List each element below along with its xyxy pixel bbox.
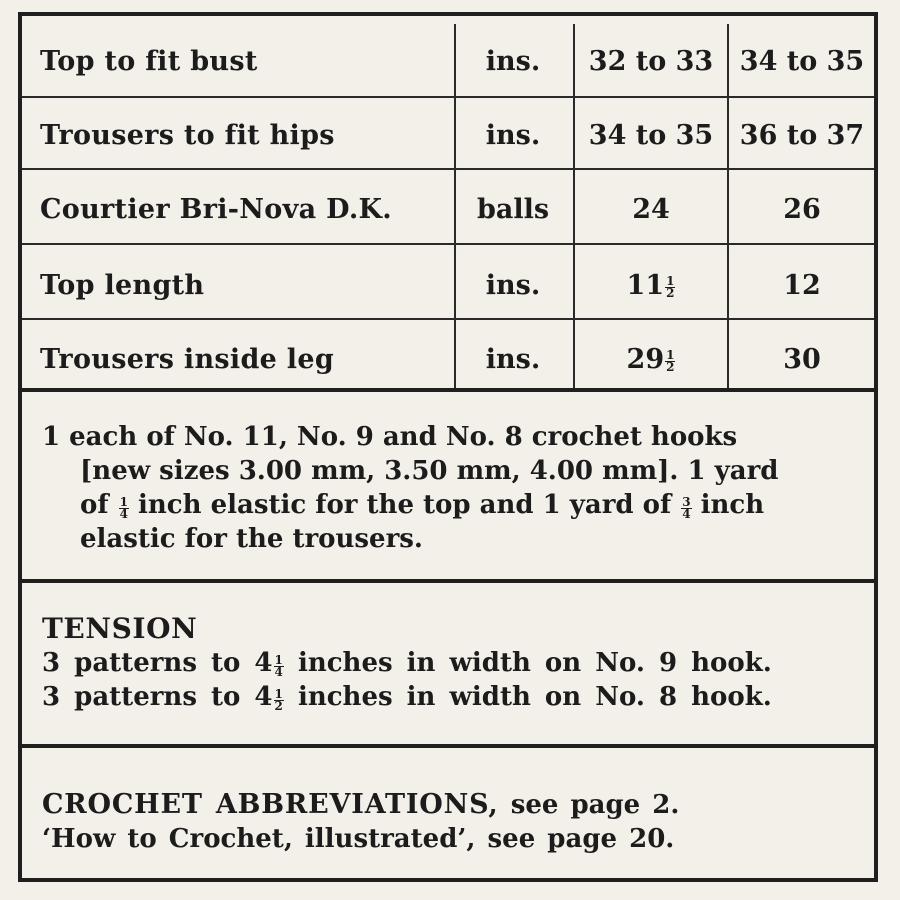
materials-text: inch [700, 490, 765, 520]
tension-text: inches in width on No. 8 hook. [297, 682, 772, 712]
abbreviations-section [42, 788, 862, 856]
materials-text: inch elastic for the top and 1 yard of [138, 490, 672, 520]
tension-section [42, 612, 862, 714]
row-label: Top to fit bust [40, 45, 258, 77]
section-divider [22, 579, 874, 583]
materials-section [42, 420, 862, 556]
section-divider [22, 388, 874, 392]
row-size-2: 34 to 35 [739, 45, 865, 77]
table-row [22, 248, 874, 322]
fraction [665, 347, 675, 374]
fraction-numerator: 1 [119, 494, 128, 509]
row-size-1: 24 [632, 193, 670, 225]
row-unit: ins. [485, 343, 541, 375]
row-size-1: 32 to 33 [588, 45, 714, 77]
fraction [681, 494, 691, 521]
table-row [22, 322, 874, 396]
row-divider [22, 168, 874, 170]
fraction-denominator: 2 [274, 698, 283, 713]
fraction [274, 686, 284, 713]
fraction-denominator: 4 [274, 664, 283, 679]
materials-line [42, 488, 862, 522]
materials-line: [new sizes 3.00 mm, 3.50 mm, 4.00 mm]. 1 yard [80, 456, 779, 486]
row-size-2: 36 to 37 [739, 119, 865, 151]
row-size-1: 34 to 35 [588, 119, 714, 151]
fraction-numerator: 3 [682, 494, 691, 509]
row-size-2: 30 [783, 343, 821, 375]
fraction-denominator: 2 [666, 359, 675, 374]
abbreviations-heading: CROCHET ABBREVIATIONS, [42, 789, 499, 820]
size-whole: 29 [626, 343, 665, 375]
row-unit: ins. [485, 269, 541, 301]
column-divider [727, 24, 729, 388]
tension-line [42, 680, 862, 714]
size-table [22, 16, 874, 388]
section-divider [22, 744, 874, 748]
row-label: Top length [40, 269, 205, 301]
fraction-numerator: 1 [666, 273, 675, 288]
tension-heading: TENSION [42, 612, 198, 645]
materials-line: elastic for the trousers. [80, 524, 423, 554]
table-row [22, 98, 874, 172]
table-row [22, 24, 874, 98]
materials-line: 1 each of No. 11, No. 9 and No. 8 crochet hooks [42, 422, 738, 452]
fraction-denominator: 4 [119, 506, 128, 521]
pattern-info-panel [18, 12, 878, 882]
fraction-numerator: 1 [666, 347, 675, 362]
abbreviations-line: ‘How to Crochet, illustrated’, see page 20. [42, 824, 675, 854]
fraction-numerator: 1 [274, 652, 283, 667]
size-whole: 11 [626, 269, 665, 301]
abbreviations-text: see page 2. [510, 790, 680, 820]
row-unit: balls [476, 193, 550, 225]
tension-line [42, 646, 862, 680]
row-label: Trousers inside leg [40, 343, 335, 375]
row-divider [22, 318, 874, 320]
column-divider [454, 24, 456, 388]
row-size-2: 12 [783, 269, 821, 301]
table-row [22, 172, 874, 246]
row-unit: ins. [485, 119, 541, 151]
row-size-2: 26 [783, 193, 821, 225]
tension-text: 3 patterns to 4 [42, 648, 273, 678]
fraction [665, 273, 675, 300]
row-unit: ins. [485, 45, 541, 77]
abbreviations-line [42, 788, 862, 822]
fraction-denominator: 2 [666, 285, 675, 300]
row-label: Trousers to fit hips [40, 119, 335, 151]
column-divider [573, 24, 575, 388]
row-divider [22, 243, 874, 245]
tension-text: inches in width on No. 9 hook. [297, 648, 772, 678]
row-label: Courtier Bri-Nova D.K. [40, 193, 392, 225]
row-size-1 [575, 322, 727, 396]
materials-text: of [80, 490, 109, 520]
fraction [274, 652, 284, 679]
tension-text: 3 patterns to 4 [42, 682, 273, 712]
fraction-denominator: 4 [682, 506, 691, 521]
fraction [119, 494, 129, 521]
row-size-1 [575, 248, 727, 322]
fraction-numerator: 1 [274, 686, 283, 701]
